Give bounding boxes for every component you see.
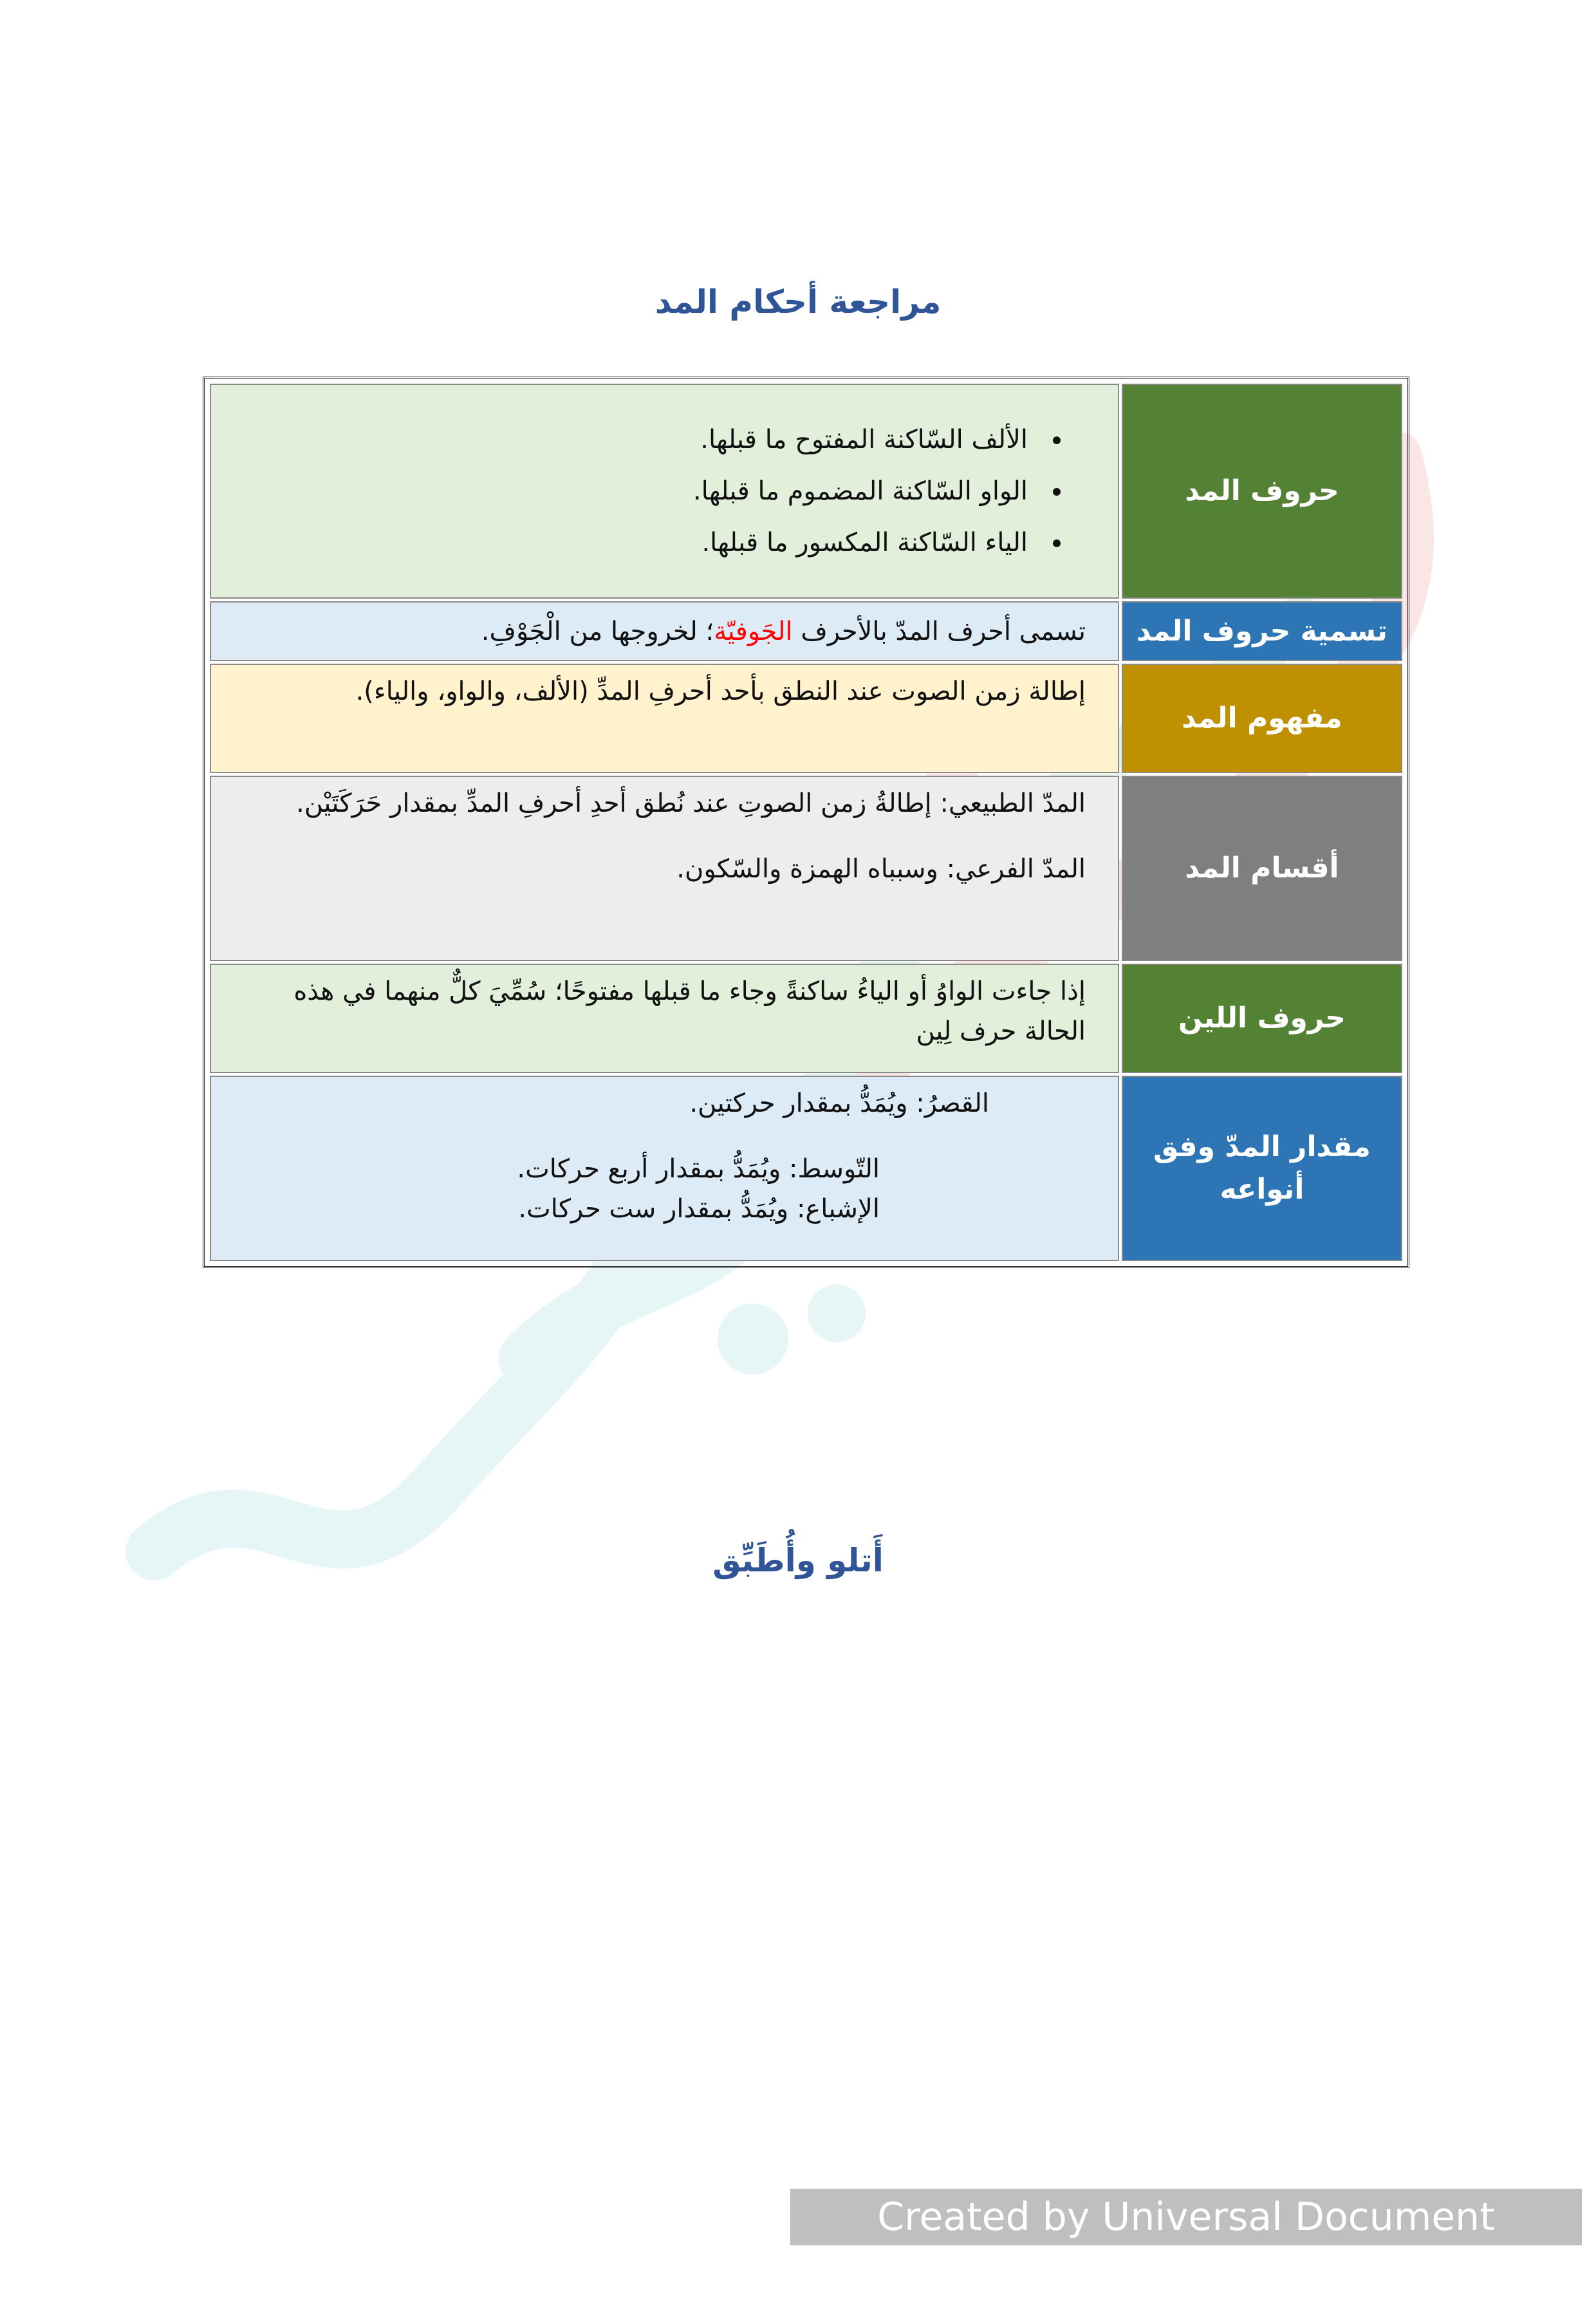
row-header-naming: تسمية حروف المد bbox=[1122, 601, 1402, 661]
naming-text-before: تسمى أحرف المدّ بالأحرف bbox=[792, 616, 1086, 646]
list-item: • الواو السّاكنة المضموم ما قبلها. bbox=[230, 471, 1041, 511]
naming-text-after: ؛ لخروجها من الْجَوْفِ. bbox=[481, 616, 714, 646]
converter-footer-banner: Created by Universal Document Converter bbox=[790, 2189, 1582, 2245]
row-body-amount bbox=[210, 1076, 1119, 1261]
naming-highlight: الجَوفيّة bbox=[714, 616, 793, 646]
table-row bbox=[210, 1076, 1402, 1261]
table-row bbox=[210, 964, 1402, 1073]
row-body-madd-letters bbox=[210, 384, 1119, 599]
row-body-types bbox=[210, 776, 1119, 961]
tawassut-text: التّوسط: ويُمَدُّ بمقدار أربع حركات. bbox=[517, 1154, 880, 1184]
table-row bbox=[210, 384, 1402, 599]
page-title: مراجعة أحكام المد bbox=[654, 283, 942, 321]
section-subtitle: أَتلو وأُطَبِّق bbox=[712, 1542, 884, 1579]
row-body-naming bbox=[210, 601, 1119, 661]
row-header-leen: حروف اللين bbox=[1122, 964, 1402, 1073]
list-item: • الياء السّاكنة المكسور ما قبلها. bbox=[230, 523, 1041, 563]
table-row bbox=[210, 601, 1402, 661]
list-item: • الألف السّاكنة المفتوح ما قبلها. bbox=[230, 420, 1041, 460]
derived-madd-text: المدّ الفرعي: وسبباه الهمزة والسّكون. bbox=[676, 854, 1086, 884]
natural-madd-text: المدّ الطبيعي: إطالةُ زمن الصوتِ عند نُطق أحدِ أحرفِ المدِّ بمقدار حَرَكَتَيْن. bbox=[296, 788, 1086, 818]
row-header-types: أقسام المد bbox=[1122, 776, 1402, 961]
table-row bbox=[210, 664, 1402, 773]
review-table bbox=[203, 377, 1409, 1268]
madd-letters-list bbox=[230, 420, 1086, 563]
ishbaa-text: الإشباع: ويُمَدُّ بمقدار ست حركات. bbox=[518, 1193, 880, 1224]
row-header-amount: مقدار المدّ وفق أنواعه bbox=[1122, 1076, 1402, 1261]
row-header-concept: مفهوم المد bbox=[1122, 664, 1402, 773]
row-body-concept: إطالة زمن الصوت عند النطق بأحد أحرفِ المدِّ (الألف، والواو، والياء). bbox=[210, 664, 1119, 773]
row-body-leen: إذا جاءت الواوُ أو الياءُ ساكنةً وجاء ما قبلها مفتوحًا؛ سُمِّيَ كلٌّ منهما في هذه الحالة حرف لِين bbox=[210, 964, 1119, 1073]
row-header-madd-letters: حروف المد bbox=[1122, 384, 1402, 599]
qasr-text: القصرُ: ويُمَدُّ بمقدار حركتين. bbox=[689, 1088, 989, 1118]
table-row bbox=[210, 776, 1402, 961]
